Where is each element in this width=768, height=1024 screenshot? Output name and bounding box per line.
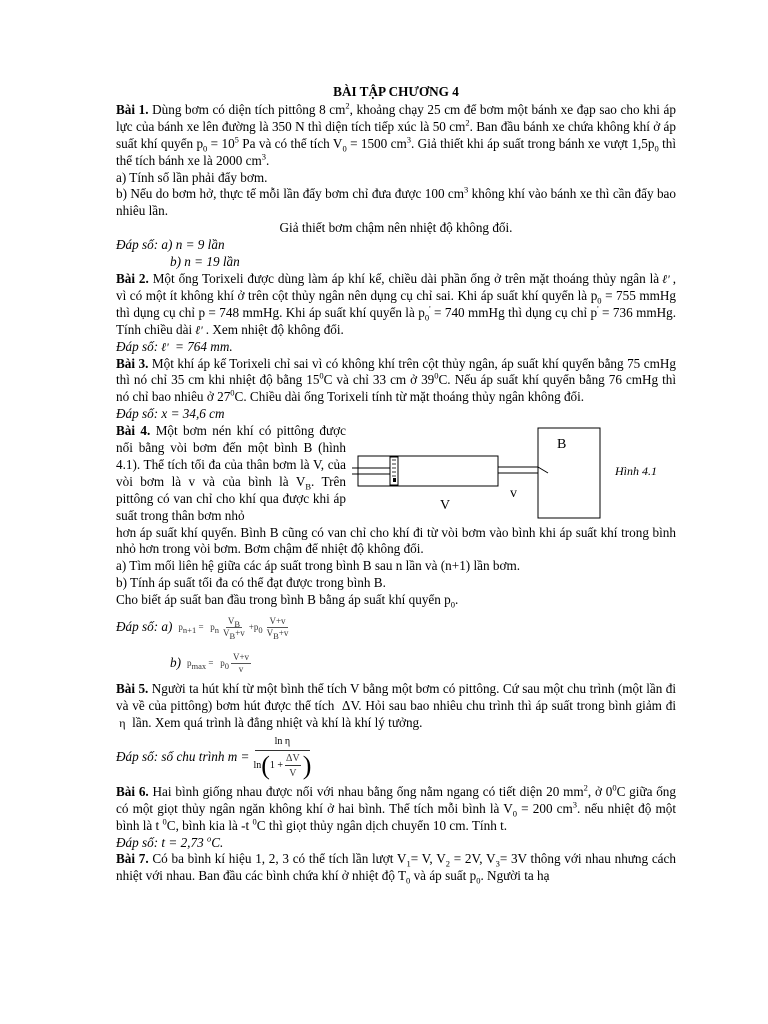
problem-2: Bài 2. Một ống Torixeli được dùng làm áp khí kế, chiều dài phần ống ở trên mặt thoáng thủy ngân là ℓ' , vì có một ít không khí ở trên cột thủy ngân nên dụng cụ chỉ sai. Khi áp suất khí quyển là $p_0 = 755$ mmHg thì dụng cụ chỉ p = 748 mmHg. Khi áp suất khí quyển là $p_0' = 740$ mmHg thì dụng cụ chỉ p' = 736 mmHg. Tính chiều dài ℓ' . Xem nhiệt độ không đổi. (116, 270, 676, 337)
figure-caption: Hình 4.1 (615, 464, 657, 479)
problem-7-label: Bài 7. (116, 851, 149, 867)
problem-5: Bài 5. Người ta hút khí từ một bình thể tích V bằng một bơm có pittông. Cứ sau một chu trình (một lần đi và về của pittông) bơm hút được thể tích ΔV. Hỏi sau bao nhiêu chu trình thì áp suất trong bình giảm đi η lần. Xem quá trình là đẳng nhiệt và khí là khí lý tưởng. (116, 681, 676, 730)
figure-label-V: V (440, 498, 451, 514)
pump-body (358, 456, 498, 486)
problem-2-answer: Đáp số: ℓ' = 764 mm. (116, 338, 233, 354)
problem-4-continued: hơn áp suất khí quyển. Bình B cũng có van chỉ cho khí đi từ vòi bơm vào bình khi áp suất khí trong bình nhỏ hơn trong vòi bơm. Bơm chậm để nhiệt độ không đổi. (116, 524, 676, 557)
problem-1: Bài 1. Dùng bơm có diện tích pittông 8 $cm^2$, khoảng chạy 25 cm để bơm một bánh xe đạp sao cho khi áp lực của bánh xe lên đường là 350 N thì diện tích tiếp xúc là 50 $cm^2$. Ban đầu bánh xe chứa không khí ở áp suất khí quyển $p_0 = 10^5$ Pa và có thể tích $V_0 = 1500$ $cm^3$. Giả thiết khi áp suất trong bánh xe vượt $1,5p_0$ thì thể tích bánh xe là 2000 $cm^3$. (116, 100, 677, 168)
piston-valve (393, 478, 396, 482)
problem-1-answer-a: Đáp số: a) n = 9 lần (116, 237, 225, 253)
problem-6: Bài 6. Hai bình giống nhau được nối với nhau bằng ống nằm ngang có tiết diện 20 $mm^2$, ở $0^0C$ giữa ống có một giọt thủy ngân ngăn không khí ở hai bình. Thể tích mỗi bình là $V_0 = 200$ $cm^3$. nếu nhiệt độ một bình là t $^0$C, bình kia là -t $^0$C thì giọt thủy ngân dịch chuyển 10 cm. Tính t. (116, 782, 676, 833)
problem-5-label: Bài 5. (116, 681, 149, 697)
problem-7: Bài 7. Có ba bình kí hiệu 1, 2, 3 có thể tích lần lượt $V_1= V$, $V_2 = 2V$, $V_3= 3V$ thông với nhau nhưng cách nhiệt với nhau. Ban đầu các bình chứa khí ở nhiệt độ $T_0$ và áp suất $p_0$. Người ta hạ (116, 851, 676, 886)
problem-4-question-a: a) Tìm mối liên hệ giữa các áp suất trong bình B sau n lần và (n+1) lần bơm. (116, 558, 521, 574)
vessel-valve (538, 467, 548, 473)
problem-6-answer: Đáp số: t = 2,73 $^o$C. (116, 833, 224, 850)
problem-4-given: Cho biết áp suất ban đầu trong bình B bằng áp suất khí quyển $p_0$. (116, 592, 459, 610)
problem-1-question-b: b) Nếu do bơm hở, thực tế mỗi lần đẩy bơm chỉ đưa được 100 $cm^3$ không khí vào bánh xe thì cần đẩy bao nhiêu lần. (116, 185, 676, 219)
figure-4-1 (352, 423, 682, 523)
problem-1-label: Bài 1. (116, 101, 149, 117)
problem-4-answer-b: b) $p_{max} = p_0$ $\frac{V+v}{v}$ (170, 651, 250, 674)
problem-5-answer: Đáp số: số chu trình m = ln η ln ( 1 + $\frac{\Delta V}{V}$ ) (116, 735, 312, 781)
figure-label-b: B (557, 437, 567, 453)
problem-3-label: Bài 3. (116, 355, 149, 371)
problem-4-block (116, 423, 676, 524)
problem-4-label: Bài 4. (116, 423, 151, 439)
formula-log-fraction: ln η ln ( 1 + $\frac{\Delta V}{V}$ ) (253, 735, 312, 781)
formula-fraction: $\frac{V+v}{v}$ (232, 651, 250, 674)
problem-1-answer-b: b) n = 19 lần (170, 254, 240, 270)
problem-4: Bài 4. Một bơm nén khí có pittông được nối bằng vòi bơm đến một bình B (hình 4.1). Thể tích tối đa của thân bơm là V, của vòi bơm là v và của bình là $V_B$. Trên pittông có van chỉ cho khí qua được khi áp suất trong thân bơm nhỏ (116, 423, 346, 523)
problem-4-answer-a: Đáp số: a) $p_{n+1} = p_n$ $\frac{V_B}{V_B+v}$ $+p_0$ $\frac{V+v}{V_B+v}$ (116, 615, 289, 641)
problem-4-question-b: b) Tính áp suất tối đa có thể đạt được trong bình B. (116, 575, 386, 591)
problem-6-label: Bài 6. (116, 783, 149, 799)
problem-2-label: Bài 2. (116, 270, 149, 286)
formula-fraction: $\frac{V_B}{V_B+v}$ (223, 615, 245, 641)
figure-label-v: v (510, 486, 517, 502)
problem-3-answer: Đáp số: x = 34,6 cm (116, 406, 225, 422)
formula-fraction: $\frac{V+v}{V_B+v}$ (266, 615, 289, 641)
problem-1-assumption: Giả thiết bơm chậm nên nhiệt độ không đổi. (279, 220, 513, 236)
document-page (116, 84, 676, 885)
problem-1-question-a: a) Tính số lần phải đẩy bơm. (116, 169, 268, 185)
page-title: BÀI TẬP CHƯƠNG 4 (333, 84, 459, 99)
problem-3: Bài 3. Một khí áp kế Torixeli chỉ sai vì có không khí trên cột thủy ngân, áp suất khí quyển bằng 75 cmHg thì nó chỉ 35 cm khi nhiệt độ bằng $15^0C$ và chỉ 33 cm ở $39^0C$. Nếu áp suất khí quyển bằng 76 cmHg thì nó chỉ bao nhiêu ở $27^0C$. Chiều dài ống Torixeli tính từ mặt thoáng thủy ngân không đổi. (116, 355, 676, 405)
